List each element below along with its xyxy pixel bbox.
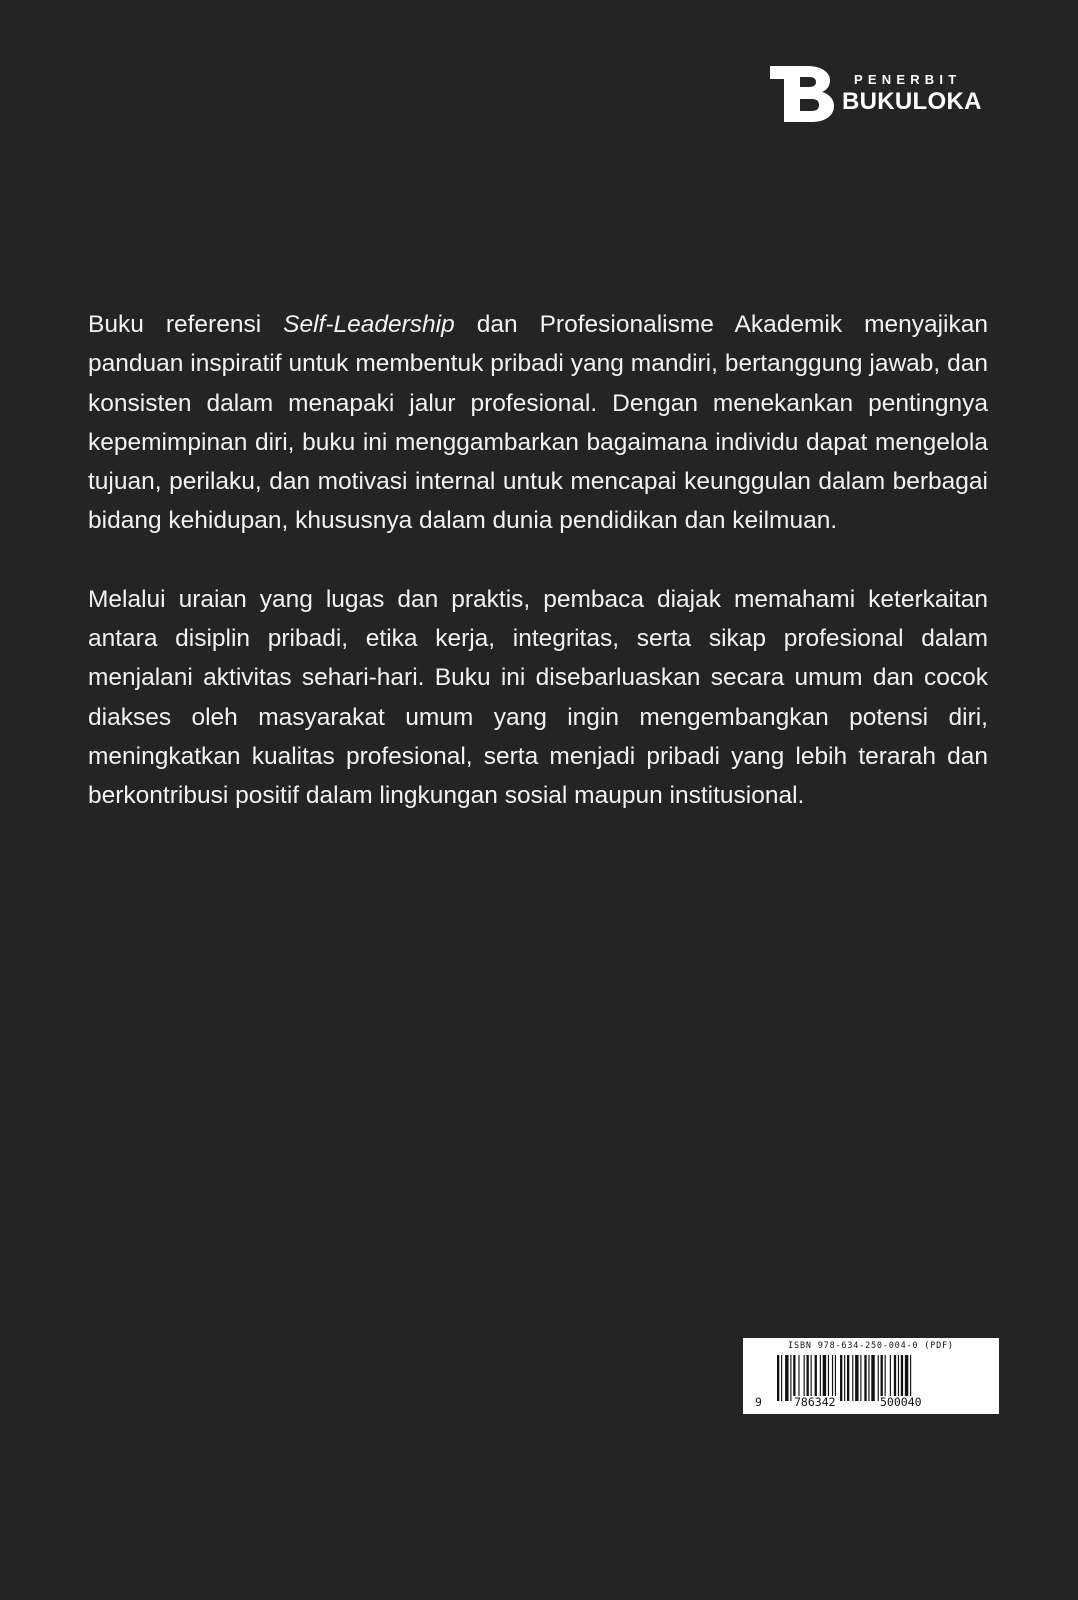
publisher-name: BUKULOKA bbox=[842, 88, 982, 115]
barcode-digits-right: 500040 bbox=[880, 1395, 922, 1409]
barcode-digit-first: 9 bbox=[755, 1395, 762, 1409]
blurb-p1-rest: dan Profesionalisme Akademik menyajikan panduan inspiratif untuk membentuk pribadi yang mandiri, bertanggung jawab, dan konsisten dalam menapaki jalur profesional. Dengan menekankan pentingnya kepemimpinan diri, buku ini menggambarkan bagaimana individu dapat mengelola tujuan, perilaku, dan motivasi internal untuk mencapai keunggulan dalam berbagai bidang kehidupan, khususnya dalam dunia pendidikan dan keilmuan. bbox=[88, 311, 989, 535]
bukuloka-b-logo-icon bbox=[770, 66, 834, 122]
blurb-p1-start: Buku referensi bbox=[88, 311, 284, 338]
back-cover-blurb bbox=[88, 305, 988, 855]
publisher-logo bbox=[770, 66, 990, 122]
isbn-label: ISBN 978-634-250-004-0 (PDF) bbox=[788, 1341, 954, 1351]
blurb-p1-italic-title: Self-Leadership bbox=[283, 311, 455, 338]
blurb-paragraph-1 bbox=[88, 305, 988, 541]
barcode-digits-left: 786342 bbox=[794, 1395, 836, 1409]
isbn-barcode bbox=[743, 1338, 999, 1414]
publisher-label-small: PENERBIT bbox=[854, 72, 962, 87]
blurb-paragraph-2: Melalui uraian yang lugas dan praktis, pembaca diajak memahami keterkaitan antara disiplin pribadi, etika kerja, integritas, serta sikap profesional dalam menjalani aktivitas sehari-hari. Buku ini disebarluaskan secara umum dan cocok diakses oleh masyarakat umum yang ingin mengembangkan potensi diri, meningkatkan kualitas profesional, serta menjadi pribadi yang lebih terarah dan berkontribusi positif dalam lingkungan sosial maupun institusional. bbox=[88, 585, 988, 810]
